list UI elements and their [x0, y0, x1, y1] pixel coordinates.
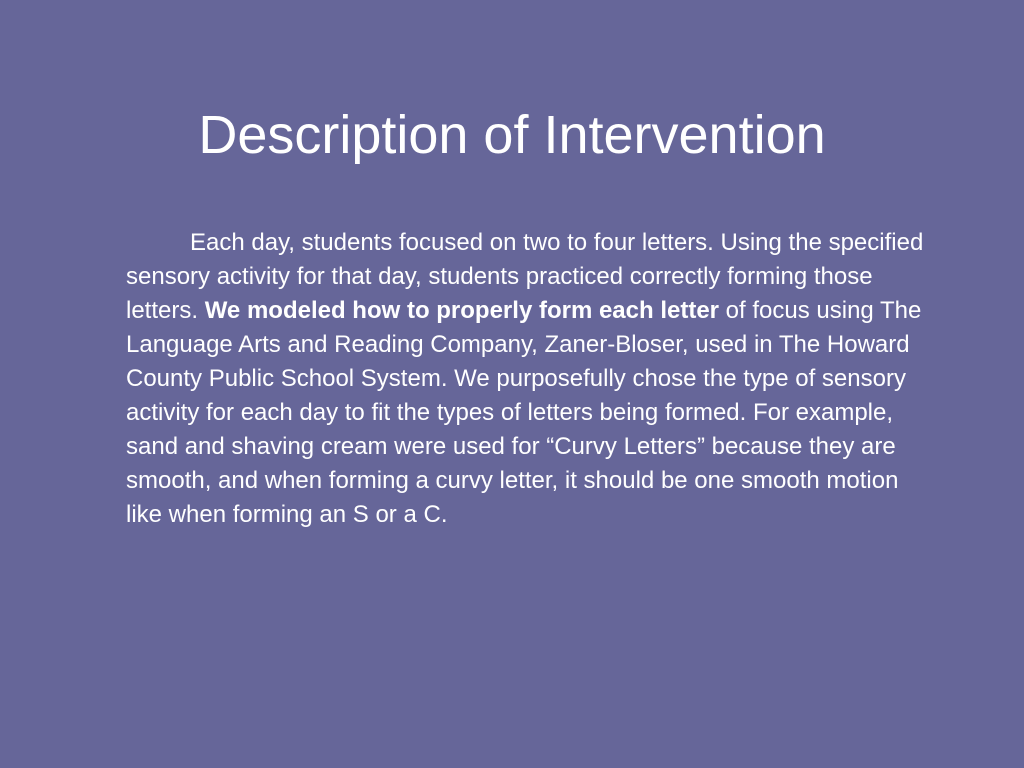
body-text-part-2: of focus using The Language Arts and Reading Company, Zaner-Bloser, used in The Howard County Public School System. We purposefully chose the type of sensory activity for each day to fit the types of letters being formed. For example, sand and shaving cream were used for “Curvy Letters” because they are smooth, and when forming a curvy letter, it should be one smooth motion like when forming an S or a C. [126, 297, 922, 528]
body-text-part-1: Each day, students focused on two to four letters. Using the specified sensory activity for that day, students practiced correctly forming those letters. [126, 229, 924, 324]
slide-title: Description of Intervention [198, 105, 826, 165]
slide-body-paragraph [126, 226, 926, 532]
body-text-emphasis: We modeled how to properly form each letter [204, 297, 720, 324]
